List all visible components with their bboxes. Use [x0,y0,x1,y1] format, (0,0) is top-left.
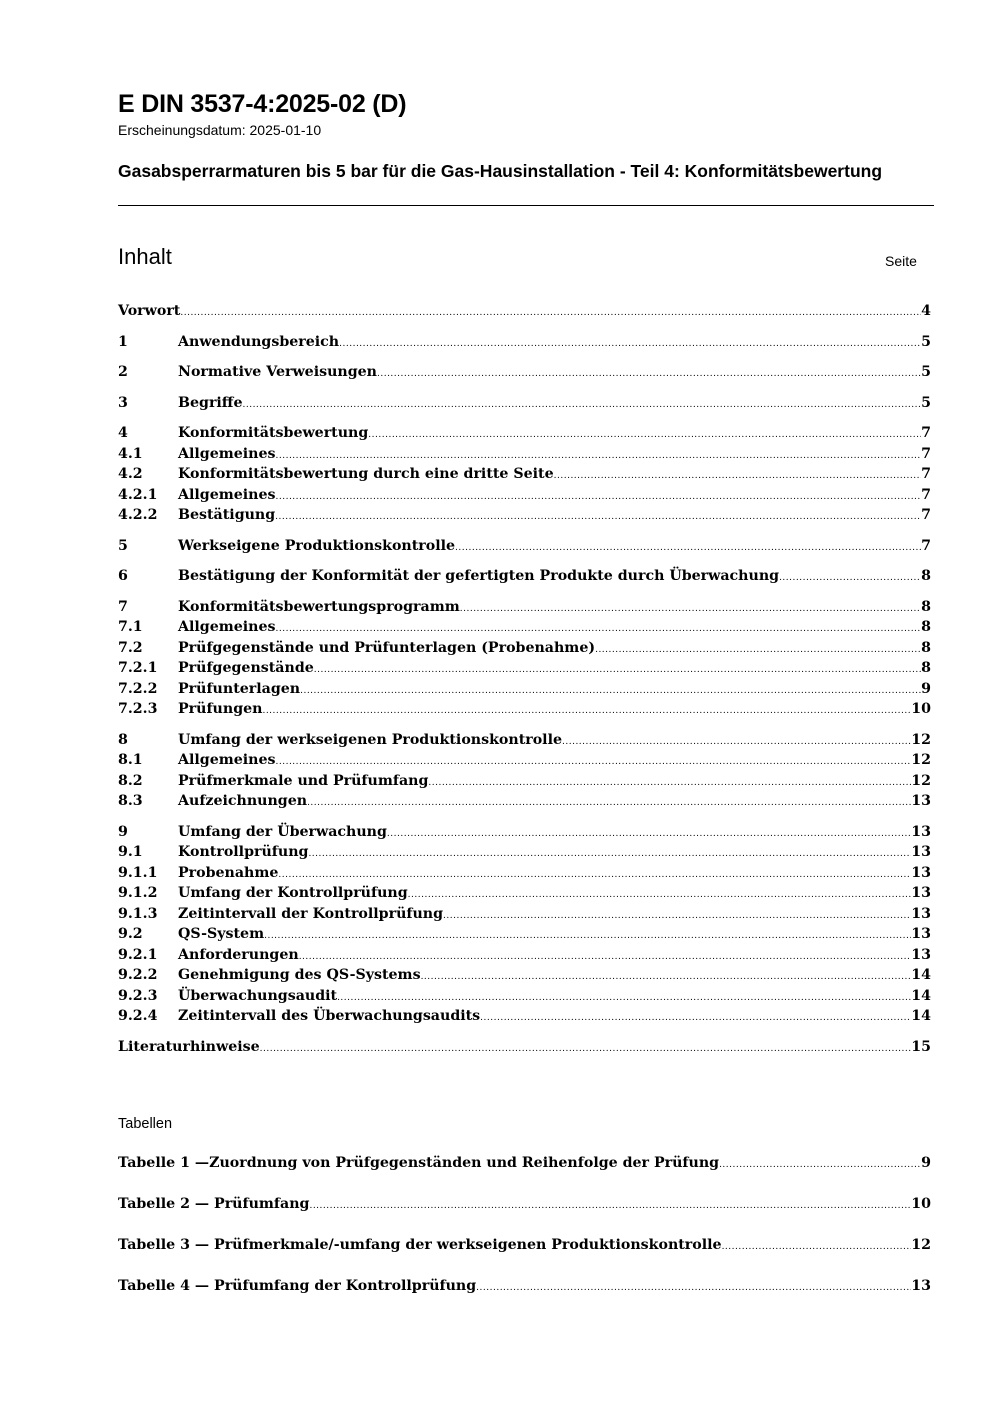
toc-entry-page: 5 [921,364,931,380]
leader-dots [308,844,911,865]
toc-entry-page: 13 [911,844,931,860]
toc-entry[interactable] [118,699,931,720]
leader-dots [300,681,921,702]
toc-page-label: Seite [885,253,917,269]
toc-entry-title: Umfang der Überwachung [178,823,387,840]
toc-entry-number: 7.2.2 [118,680,158,697]
toc-entry-page: 12 [911,752,931,768]
toc-entry[interactable] [118,617,931,638]
leader-dots [276,487,922,508]
leader-dots [595,640,921,661]
toc-entry-title: Anforderungen [178,946,299,963]
toc-entry-number: 9.2.1 [118,946,158,963]
toc-entry[interactable] [118,924,931,945]
toc-entry-title: Bestätigung der Konformität der gefertigten Produkte durch Überwachung [178,568,780,584]
leader-dots [460,599,921,620]
toc-entry-page: 8 [921,598,931,615]
toc-entry[interactable] [118,842,931,863]
toc-entry-title: Prüfunterlagen [178,680,301,697]
toc-entry-number: 9.2.4 [118,1008,158,1024]
table-list-entry[interactable] [118,1194,931,1215]
table-list-page: 10 [911,1196,931,1212]
leader-dots [377,364,921,385]
table-list-title: Tabelle 2 — Prüfumfang [118,1196,310,1212]
toc-entry-number: 7.1 [118,619,143,635]
table-list-entry[interactable] [118,1235,931,1256]
table-list-entry[interactable] [118,1153,931,1174]
table-list-title: Tabelle 4 — Prüfumfang der Kontrollprüfung [118,1278,477,1294]
toc-entry-page: 13 [911,823,931,840]
table-list-title: Tabelle 1 —Zuordnung von Prüfgegenständen und Reihenfolge der Prüfung [118,1155,720,1171]
toc-entry-page: 8 [921,660,931,676]
toc-entry-number: 7.2.1 [118,660,158,676]
toc-entry-title: Zeitintervall des Überwachungsaudits [178,1008,481,1024]
leader-dots [421,967,912,988]
leader-dots [180,303,921,324]
toc-entry-title: Konformitätsbewertung [178,425,369,441]
table-list-page: 12 [911,1237,931,1253]
toc-entry-title: Überwachungsaudit [178,987,338,1004]
toc-entry-number: 8.1 [118,752,143,768]
toc-entry-title: Anwendungsbereich [178,333,340,350]
toc-entry-page: 8 [921,639,931,656]
toc-entry-number: 2 [118,364,128,380]
toc-entry-page: 7 [921,507,931,523]
toc-entry[interactable] [118,771,931,792]
toc-entry-number: 9.1.2 [118,885,158,901]
toc-entry-page: 12 [911,772,931,789]
table-list-title: Tabelle 3 — Prüfmerkmale/-umfang der werkseigenen Produktionskontrolle [118,1237,722,1253]
toc-entry[interactable] [118,597,931,618]
toc-entry-title: Allgemeines [178,486,276,503]
toc-entry-number: 7.2.3 [118,701,158,717]
leader-dots [443,906,911,927]
leader-dots [276,619,922,640]
toc-entry-title: Aufzeichnungen [178,793,308,809]
toc-entry-number: 8.2 [118,772,143,789]
toc-entry[interactable] [118,485,931,506]
toc-entry-page: 13 [911,885,931,901]
title-rule [118,205,934,206]
toc-entry-number: 9 [118,823,128,840]
toc-entry-page: 14 [911,1008,931,1024]
toc-entry[interactable] [118,566,931,587]
toc-entry[interactable] [118,332,931,353]
leader-dots [779,568,921,589]
toc-entry-number: 9.1.1 [118,864,158,881]
toc-entry-title: Konformitätsbewertung durch eine dritte Seite [178,466,554,482]
toc-entry-page: 7 [921,425,931,441]
toc-entry-number: 9.1 [118,844,143,860]
toc-entry[interactable] [118,1006,931,1027]
toc-entry-number: 7 [118,598,128,615]
toc-entry-number: 7.2 [118,639,143,656]
toc-entry[interactable] [118,986,931,1007]
leader-dots [562,732,911,753]
toc-entry-title: Vorwort [118,303,181,319]
leader-dots [275,507,921,528]
toc-entry-title: Prüfungen [178,701,263,717]
toc-entry[interactable] [118,301,931,322]
document-id: E DIN 3537-4:2025-02 (D) [118,90,407,118]
toc-entry-page: 5 [921,333,931,350]
toc-entry[interactable] [118,362,931,383]
toc-entry-page: 7 [921,445,931,462]
leader-dots [368,425,921,446]
leader-dots [408,885,912,906]
toc-entry-title: Allgemeines [178,619,276,635]
toc-entry-number: 8.3 [118,793,143,809]
table-list-page: 9 [921,1155,931,1171]
toc-entry[interactable] [118,505,931,526]
leader-dots [309,1196,911,1217]
toc-entry-page: 15 [911,1038,931,1055]
toc-entry-number: 1 [118,333,128,350]
toc-entry-page: 14 [911,967,931,983]
toc-entry-page: 8 [921,568,931,584]
toc-entry-page: 12 [911,731,931,748]
leader-dots [299,947,912,968]
toc-entry-page: 8 [921,619,931,635]
tables-heading: Tabellen [118,1116,173,1132]
leader-dots [455,538,921,559]
leader-dots [339,334,921,355]
toc-entry-number: 9.2.3 [118,987,158,1004]
toc-entry-number: 4.2.1 [118,486,158,503]
table-list-page: 13 [911,1278,931,1294]
leader-dots [264,926,911,947]
toc-entry-title: Literaturhinweise [118,1038,260,1055]
toc-entry-title: Prüfmerkmale und Prüfumfang [178,772,429,789]
toc-entry-title: Zeitintervall der Kontrollprüfung [178,905,444,922]
leader-dots [307,793,911,814]
toc-entry[interactable] [118,822,931,843]
toc-entry[interactable] [118,464,931,485]
toc-entry[interactable] [118,423,931,444]
toc-entry[interactable] [118,965,931,986]
toc-entry[interactable] [118,730,931,751]
toc-entry[interactable] [118,536,931,557]
leader-dots [314,660,921,681]
document-title: Gasabsperrarmaturen bis 5 bar für die Gas-Hausinstallation - Teil 4: Konformitätsbewertung [118,161,883,181]
toc-entry-title: Probenahme [178,864,279,881]
toc-entry-title: QS-System [178,926,265,942]
toc-entry-title: Allgemeines [178,445,276,462]
leader-dots [337,988,911,1009]
toc-entry[interactable] [118,444,931,465]
toc-entry[interactable] [118,883,931,904]
leader-dots [722,1237,912,1258]
toc-entry-title: Genehmigung des QS-Systems [178,967,421,983]
toc-entry-page: 13 [911,946,931,963]
toc-entry[interactable] [118,904,931,925]
toc-entry[interactable] [118,638,931,659]
toc-entry-title: Konformitätsbewertungsprogramm [178,598,460,615]
toc-entry-title: Umfang der werkseigenen Produktionskontrolle [178,731,562,748]
list-of-tables [118,1153,931,1317]
toc-heading: Inhalt [118,244,172,269]
toc-entry[interactable] [118,1037,931,1058]
toc-entry-page: 7 [921,486,931,503]
toc-entry-number: 4.2 [118,466,143,482]
toc-entry-number: 5 [118,537,128,554]
toc-entry-page: 7 [921,537,931,554]
toc-entry-title: Bestätigung [178,507,276,523]
leader-dots [719,1155,921,1176]
toc-entry-title: Normative Verweisungen [178,364,377,380]
toc-entry-page: 5 [921,394,931,411]
toc-entry-number: 3 [118,394,128,411]
leader-dots [554,466,921,487]
leader-dots [276,752,912,773]
publication-date: Erscheinungsdatum: 2025-01-10 [118,122,322,138]
toc-entry[interactable] [118,791,931,812]
toc-entry-title: Kontrollprüfung [178,844,309,860]
toc-entry-page: 13 [911,793,931,809]
toc-entry[interactable] [118,945,931,966]
toc-entry[interactable] [118,679,931,700]
toc-entry-number: 8 [118,731,128,748]
toc-entry-title: Begriffe [178,394,243,411]
toc-entry-number: 4.1 [118,445,143,462]
toc-entry-page: 13 [911,926,931,942]
toc-entry-page: 14 [911,987,931,1004]
toc-entry[interactable] [118,863,931,884]
leader-dots [260,1039,912,1060]
toc-entry-number: 6 [118,568,128,584]
toc-entry-title: Prüfgegenstände und Prüfunterlagen (Probenahme) [178,639,596,656]
leader-dots [428,773,911,794]
toc-entry[interactable] [118,750,931,771]
toc-entry-page: 4 [921,303,931,319]
table-of-contents [118,301,931,1057]
toc-entry[interactable] [118,658,931,679]
leader-dots [242,395,921,416]
toc-entry-page: 10 [911,701,931,717]
leader-dots [262,701,911,722]
table-list-entry[interactable] [118,1276,931,1297]
toc-entry-page: 13 [911,905,931,922]
toc-entry-page: 13 [911,864,931,881]
toc-entry-page: 7 [921,466,931,482]
toc-entry-page: 9 [921,680,931,697]
toc-entry[interactable] [118,393,931,414]
toc-entry-number: 9.1.3 [118,905,158,922]
leader-dots [480,1008,911,1029]
leader-dots [387,824,911,845]
toc-entry-number: 4 [118,425,128,441]
leader-dots [276,446,922,467]
toc-entry-title: Umfang der Kontrollprüfung [178,885,408,901]
toc-entry-number: 9.2.2 [118,967,158,983]
toc-entry-title: Werkseigene Produktionskontrolle [178,537,456,554]
toc-entry-title: Allgemeines [178,752,276,768]
toc-entry-title: Prüfgegenstände [178,660,314,676]
leader-dots [476,1278,911,1299]
leader-dots [278,865,911,886]
toc-entry-number: 9.2 [118,926,143,942]
toc-entry-number: 4.2.2 [118,507,158,523]
